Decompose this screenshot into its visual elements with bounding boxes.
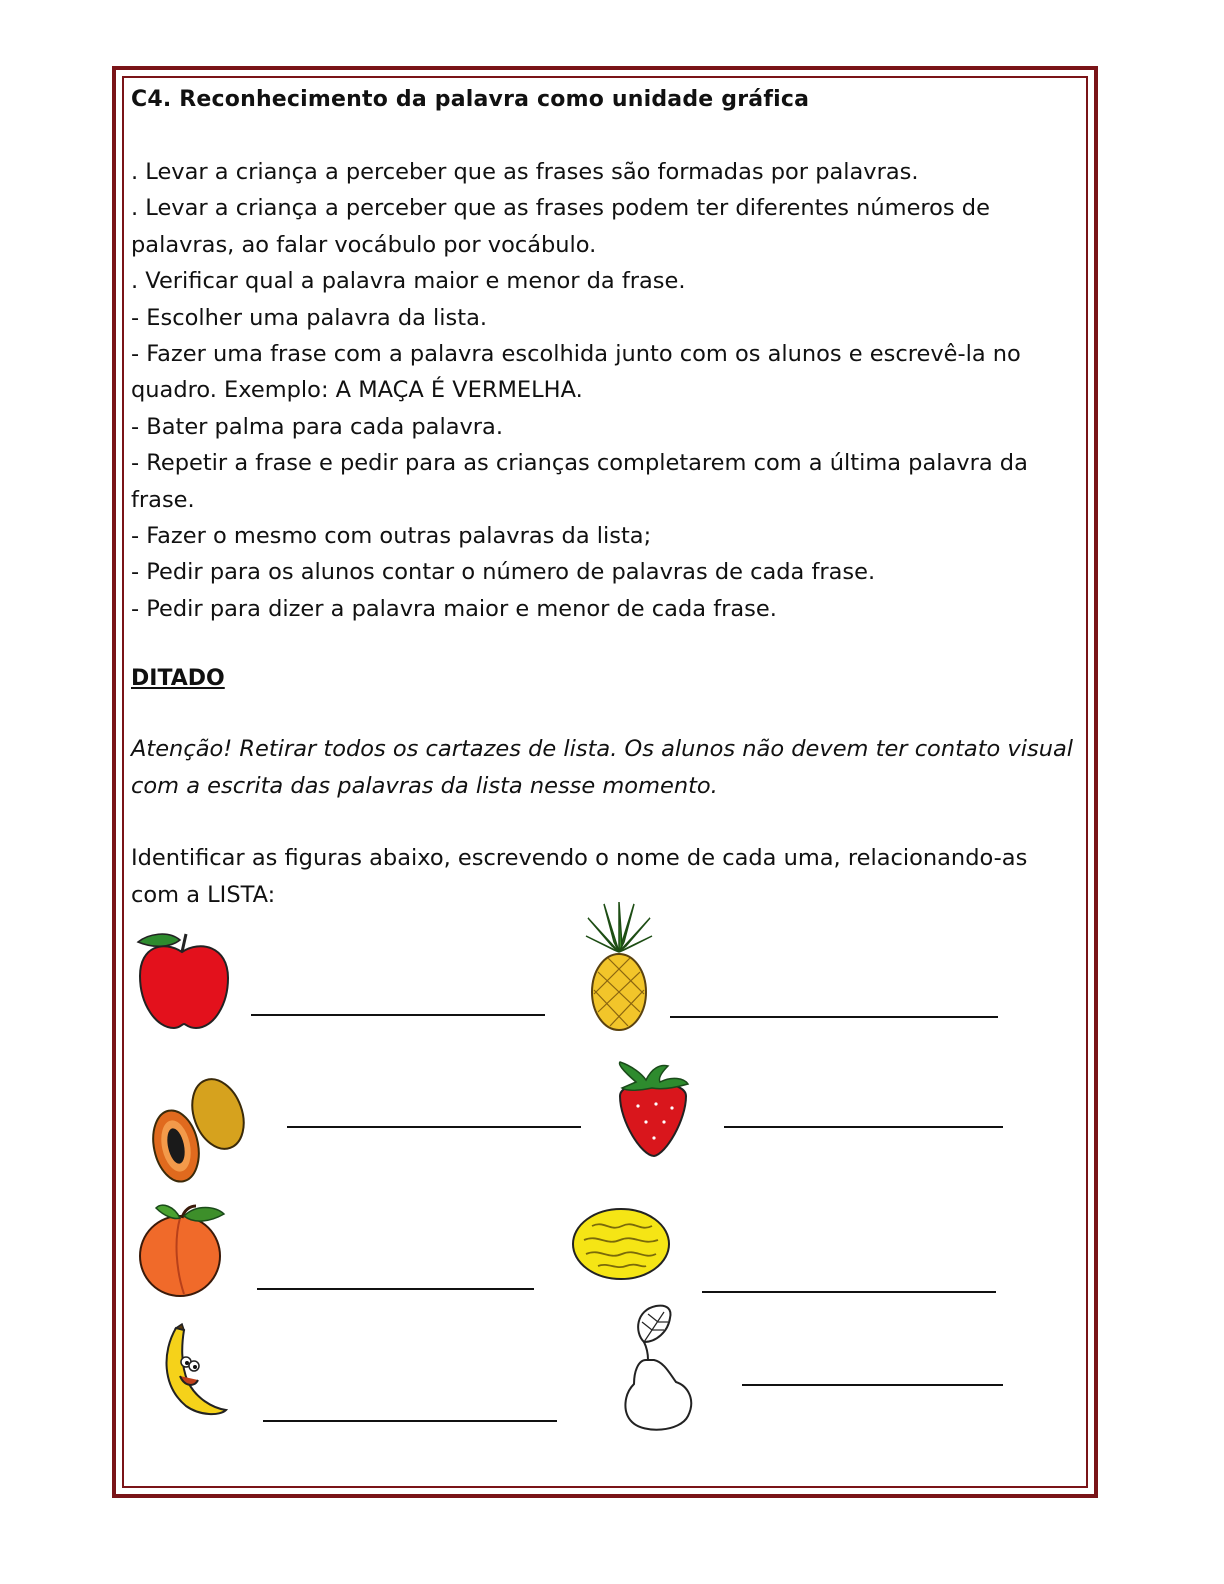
dictation-heading: DITADO [131, 666, 225, 692]
exercise-instruction: Identificar as figuras abaixo, escrevendo o nome de cada uma, relacionando-as com a LISTA: [131, 845, 1028, 908]
answer-line-peach[interactable] [257, 1288, 534, 1290]
papaya-icon [144, 1074, 250, 1186]
instruction-line: - Fazer uma frase com a palavra escolhida junto com os alunos e escrevê-la no quadro. Exemplo: A MAÇA É VERMELHA. [131, 341, 1021, 404]
pineapple-icon [584, 902, 654, 1032]
instruction-line: - Fazer o mesmo com outras palavras da lista; [131, 523, 652, 550]
instruction-lines [131, 154, 1081, 627]
apple-icon [134, 928, 232, 1032]
instruction-line: . Verificar qual a palavra maior e menor da frase. [131, 268, 686, 295]
instruction-line: - Bater palma para cada palavra. [131, 413, 503, 440]
instruction-line: - Escolher uma palavra da lista. [131, 304, 488, 331]
instruction-line: - Pedir para dizer a palavra maior e menor de cada frase. [131, 595, 777, 622]
section-heading: C4. Reconhecimento da palavra como unidade gráfica [131, 87, 810, 112]
attention-note: Atenção! Retirar todos os cartazes de lista. Os alunos não devem ter contato visual com a escrita das palavras da lista nesse momento. [131, 736, 1074, 799]
instruction-line: - Pedir para os alunos contar o número de palavras de cada frase. [131, 559, 876, 586]
answer-line-melon[interactable] [702, 1291, 996, 1293]
instruction-line: . Levar a criança a perceber que as frases podem ter diferentes números de palavras, ao falar vocábulo por vocábulo. [131, 195, 990, 258]
answer-line-pear[interactable] [742, 1384, 1003, 1386]
worksheet-content [131, 84, 1081, 913]
pear-icon [618, 1300, 698, 1432]
answer-line-strawberry[interactable] [724, 1126, 1003, 1128]
strawberry-icon [612, 1060, 694, 1160]
answer-line-papaya[interactable] [287, 1126, 581, 1128]
peach-icon [134, 1200, 230, 1300]
answer-line-banana[interactable] [263, 1420, 557, 1422]
banana-icon [156, 1322, 230, 1420]
answer-line-pineapple[interactable] [670, 1016, 998, 1018]
answer-line-apple[interactable] [251, 1014, 545, 1016]
instruction-line: - Repetir a frase e pedir para as crianças completarem com a última palavra da frase. [131, 450, 1028, 513]
melon-icon [570, 1206, 672, 1282]
instruction-line: . Levar a criança a perceber que as frases são formadas por palavras. [131, 159, 919, 185]
